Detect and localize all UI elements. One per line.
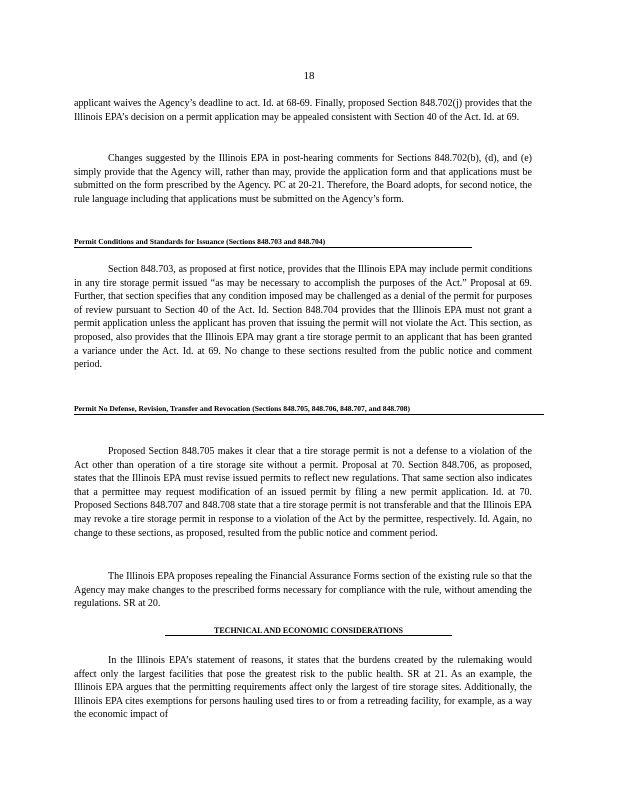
section-heading-permit-revocation: Permit No Defense, Revision, Transfer and Revocation (Sections 848.705, 848.706, 848.707, and 848.708) (74, 404, 544, 415)
section-heading-technical-economic: TECHNICAL AND ECONOMIC CONSIDERATIONS (165, 626, 452, 636)
paragraph-text: applicant waives the Agency’s deadline to act. Id. at 68-69. Finally, proposed Section 848.702(j) provides that the Illinois EPA’s decision on a permit application may be appealed consistent with Section 40 of the Act. Id. at 69. (74, 98, 532, 123)
paragraph-text: The Illinois EPA proposes repealing the Financial Assurance Forms section of the existing rule so that the Agency may make changes to the prescribed forms necessary for compliance with the rule, without amending the regulations. SR at 20. (74, 571, 532, 610)
section-heading-permit-conditions: Permit Conditions and Standards for Issuance (Sections 848.703 and 848.704) (74, 237, 472, 248)
paragraph-permit-conditions (74, 263, 532, 372)
paragraph-permit-appeal (74, 97, 532, 124)
paragraph-text: Section 848.703, as proposed at first notice, provides that the Illinois EPA may include permit conditions in any tire storage permit issued “as may be necessary to accomplish the purposes of the Act.” Proposal at 69. Further, that section specifies that any condition imposed may be challenged as a denial of the permit for purposes of review pursuant to Section 40 of the Act. Id. Section 848.704 provides that the Illinois EPA must not grant a permit application unless the applicant has proven that issuing the permit will not violate the Act. This section, as proposed, also provides that the Illinois EPA may grant a tire storage permit to an applicant that has been granted a variance under the Act. Id. at 69. No change to these sections resulted from the public notice and comment period. (74, 264, 532, 371)
paragraph-permit-no-defense (74, 445, 532, 540)
paragraph-post-hearing-changes (74, 152, 532, 206)
paragraph-text: Changes suggested by the Illinois EPA in post-hearing comments for Sections 848.702(b), (d), and (e) simply provide that the Agency will, rather than may, provide the application form and that applications must be submitted on the form prescribed by the Agency. PC at 20-21. Therefore, the Board adopts, for second notice, the rule language including that applications must be submitted on the Agency’s form. (74, 153, 532, 205)
paragraph-text: In the Illinois EPA’s statement of reasons, it states that the burdens created by the rulemaking would affect only the largest facilities that pose the greatest risk to the public health. SR at 21. As an example, the Illinois EPA argues that the permitting requirements affect only the largest of tire storage sites. Additionally, the Illinois EPA cites exemptions for persons hauling used tires to or from a retreading facility, for example, as a way the economic impact of (74, 655, 532, 721)
paragraph-financial-assurance (74, 570, 532, 611)
page-number: 18 (303, 70, 315, 82)
paragraph-text: Proposed Section 848.705 makes it clear that a tire storage permit is not a defense to a violation of the Act other than operation of a tire storage site without a permit. Proposal at 70. Section 848.706, as proposed, states that the Illinois EPA must revise issued permits to reflect new regulations. That same section also indicates that a permittee may request modification of an issued permit by filing a new permit application. Id. at 70. Proposed Sections 848.707 and 848.708 state that a tire storage permit is not transferable and that the Illinois EPA may revoke a tire storage permit in response to a violation of the Act by the permittee, respectively. Id. Again, no change to these sections, as proposed, resulted from the public notice and comment period. (74, 446, 532, 539)
paragraph-economic-impact (74, 654, 532, 722)
